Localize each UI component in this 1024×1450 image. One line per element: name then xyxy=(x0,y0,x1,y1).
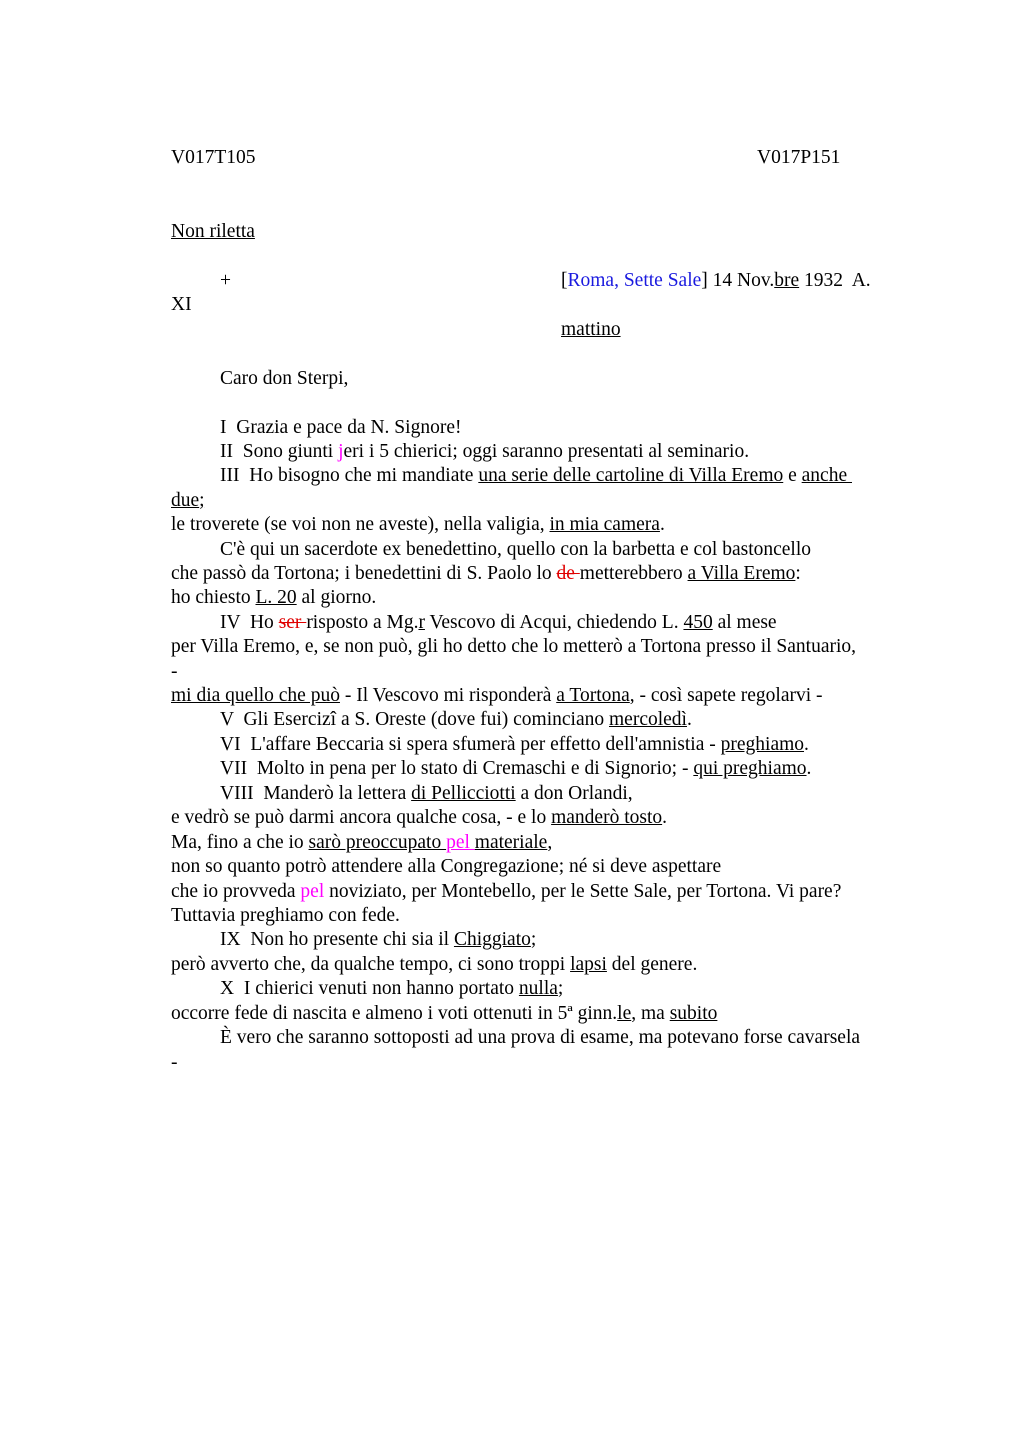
added-text: pel xyxy=(446,832,475,853)
body-line: che passò da Tortona; i benedettini di S. Paolo lo de metterebbero a Villa Eremo: xyxy=(171,563,801,584)
document-code-left: V017T105 xyxy=(171,147,256,168)
body-line: VIII Manderò la lettera di Pellicciotti a don Orlandi, xyxy=(220,783,633,804)
deleted-text: ser xyxy=(278,612,307,633)
body-line: I Grazia e pace da N. Signore! xyxy=(220,417,462,438)
body-line: - xyxy=(171,1052,178,1073)
added-text: pel xyxy=(300,881,325,902)
body-line: C'è qui un sacerdote ex benedettino, quello con la barbetta e col bastoncello xyxy=(220,539,812,560)
status-note: Non riletta xyxy=(171,221,255,242)
place-name: Roma, Sette Sale xyxy=(567,270,702,291)
cross-mark: + xyxy=(220,270,231,291)
body-line: VII Molto in pena per lo stato di Cremaschi e di Signorio; - qui preghiamo. xyxy=(220,758,812,779)
body-line: IV Ho ser risposto a Mg.r Vescovo di Acqui, chiedendo L. 450 al mese xyxy=(220,612,777,633)
body-line: però avverto che, da qualche tempo, ci sono troppi lapsi del genere. xyxy=(171,954,698,975)
body-line: che io provveda pel noviziato, per Montebello, per le Sette Sale, per Tortona. Vi pare? xyxy=(171,881,842,902)
body-line: II Sono giunti jeri i 5 chierici; oggi saranno presentati al seminario. xyxy=(220,441,750,462)
date-month-suffix: bre xyxy=(774,270,800,291)
body-line: mi dia quello che può - Il Vescovo mi risponderà a Tortona, - così sapete regolarvi - xyxy=(171,685,823,706)
body-line: per Villa Eremo, e, se non può, gli ho detto che lo metterò a Tortona presso il Santuario, xyxy=(171,636,857,657)
era-continuation: XI xyxy=(171,294,192,315)
added-text: j xyxy=(338,441,344,462)
body-line: non so quanto potrò attendere alla Congregazione; né si deve aspettare xyxy=(171,856,722,877)
body-line: le troverete (se voi non ne aveste), nella valigia, in mia camera. xyxy=(171,514,665,535)
body-line: V Gli Esercizî a S. Oreste (dove fui) cominciano mercoledì. xyxy=(220,709,692,730)
body-line: occorre fede di nascita e almeno i voti ottenuti in 5ª ginn.le, ma subito xyxy=(171,1003,718,1024)
date-year: 1932 A. xyxy=(799,270,871,291)
date-part: 14 Nov. xyxy=(707,270,775,291)
bracket-open: [ xyxy=(561,270,568,291)
body-line: Ma, fino a che io sarò preoccupato pel materiale, xyxy=(171,832,553,853)
body-line: due; xyxy=(171,490,205,511)
body-line: ho chiesto L. 20 al giorno. xyxy=(171,587,377,608)
body-line: VI L'affare Beccaria si spera sfumerà per effetto dell'amnistia - preghiamo. xyxy=(220,734,809,755)
body-line: III Ho bisogno che mi mandiate una serie delle cartoline di Villa Eremo e anche xyxy=(220,465,852,486)
deleted-text: de xyxy=(556,563,580,584)
dateline xyxy=(561,269,871,293)
salutation: Caro don Sterpi, xyxy=(220,368,349,389)
bracket-close: ] xyxy=(701,270,708,291)
body-line: e vedrò se può darmi ancora qualche cosa, - e lo manderò tosto. xyxy=(171,807,667,828)
time-of-day: mattino xyxy=(561,319,621,340)
body-line: È vero che saranno sottoposti ad una prova di esame, ma potevano forse cavarsela xyxy=(220,1027,861,1048)
body-line: IX Non ho presente chi sia il Chiggiato; xyxy=(220,929,537,950)
body-line: - xyxy=(171,661,178,682)
document-code-right: V017P151 xyxy=(757,147,841,168)
body-line: Tuttavia preghiamo con fede. xyxy=(171,905,400,926)
body-line: X I chierici venuti non hanno portato nulla; xyxy=(220,978,564,999)
